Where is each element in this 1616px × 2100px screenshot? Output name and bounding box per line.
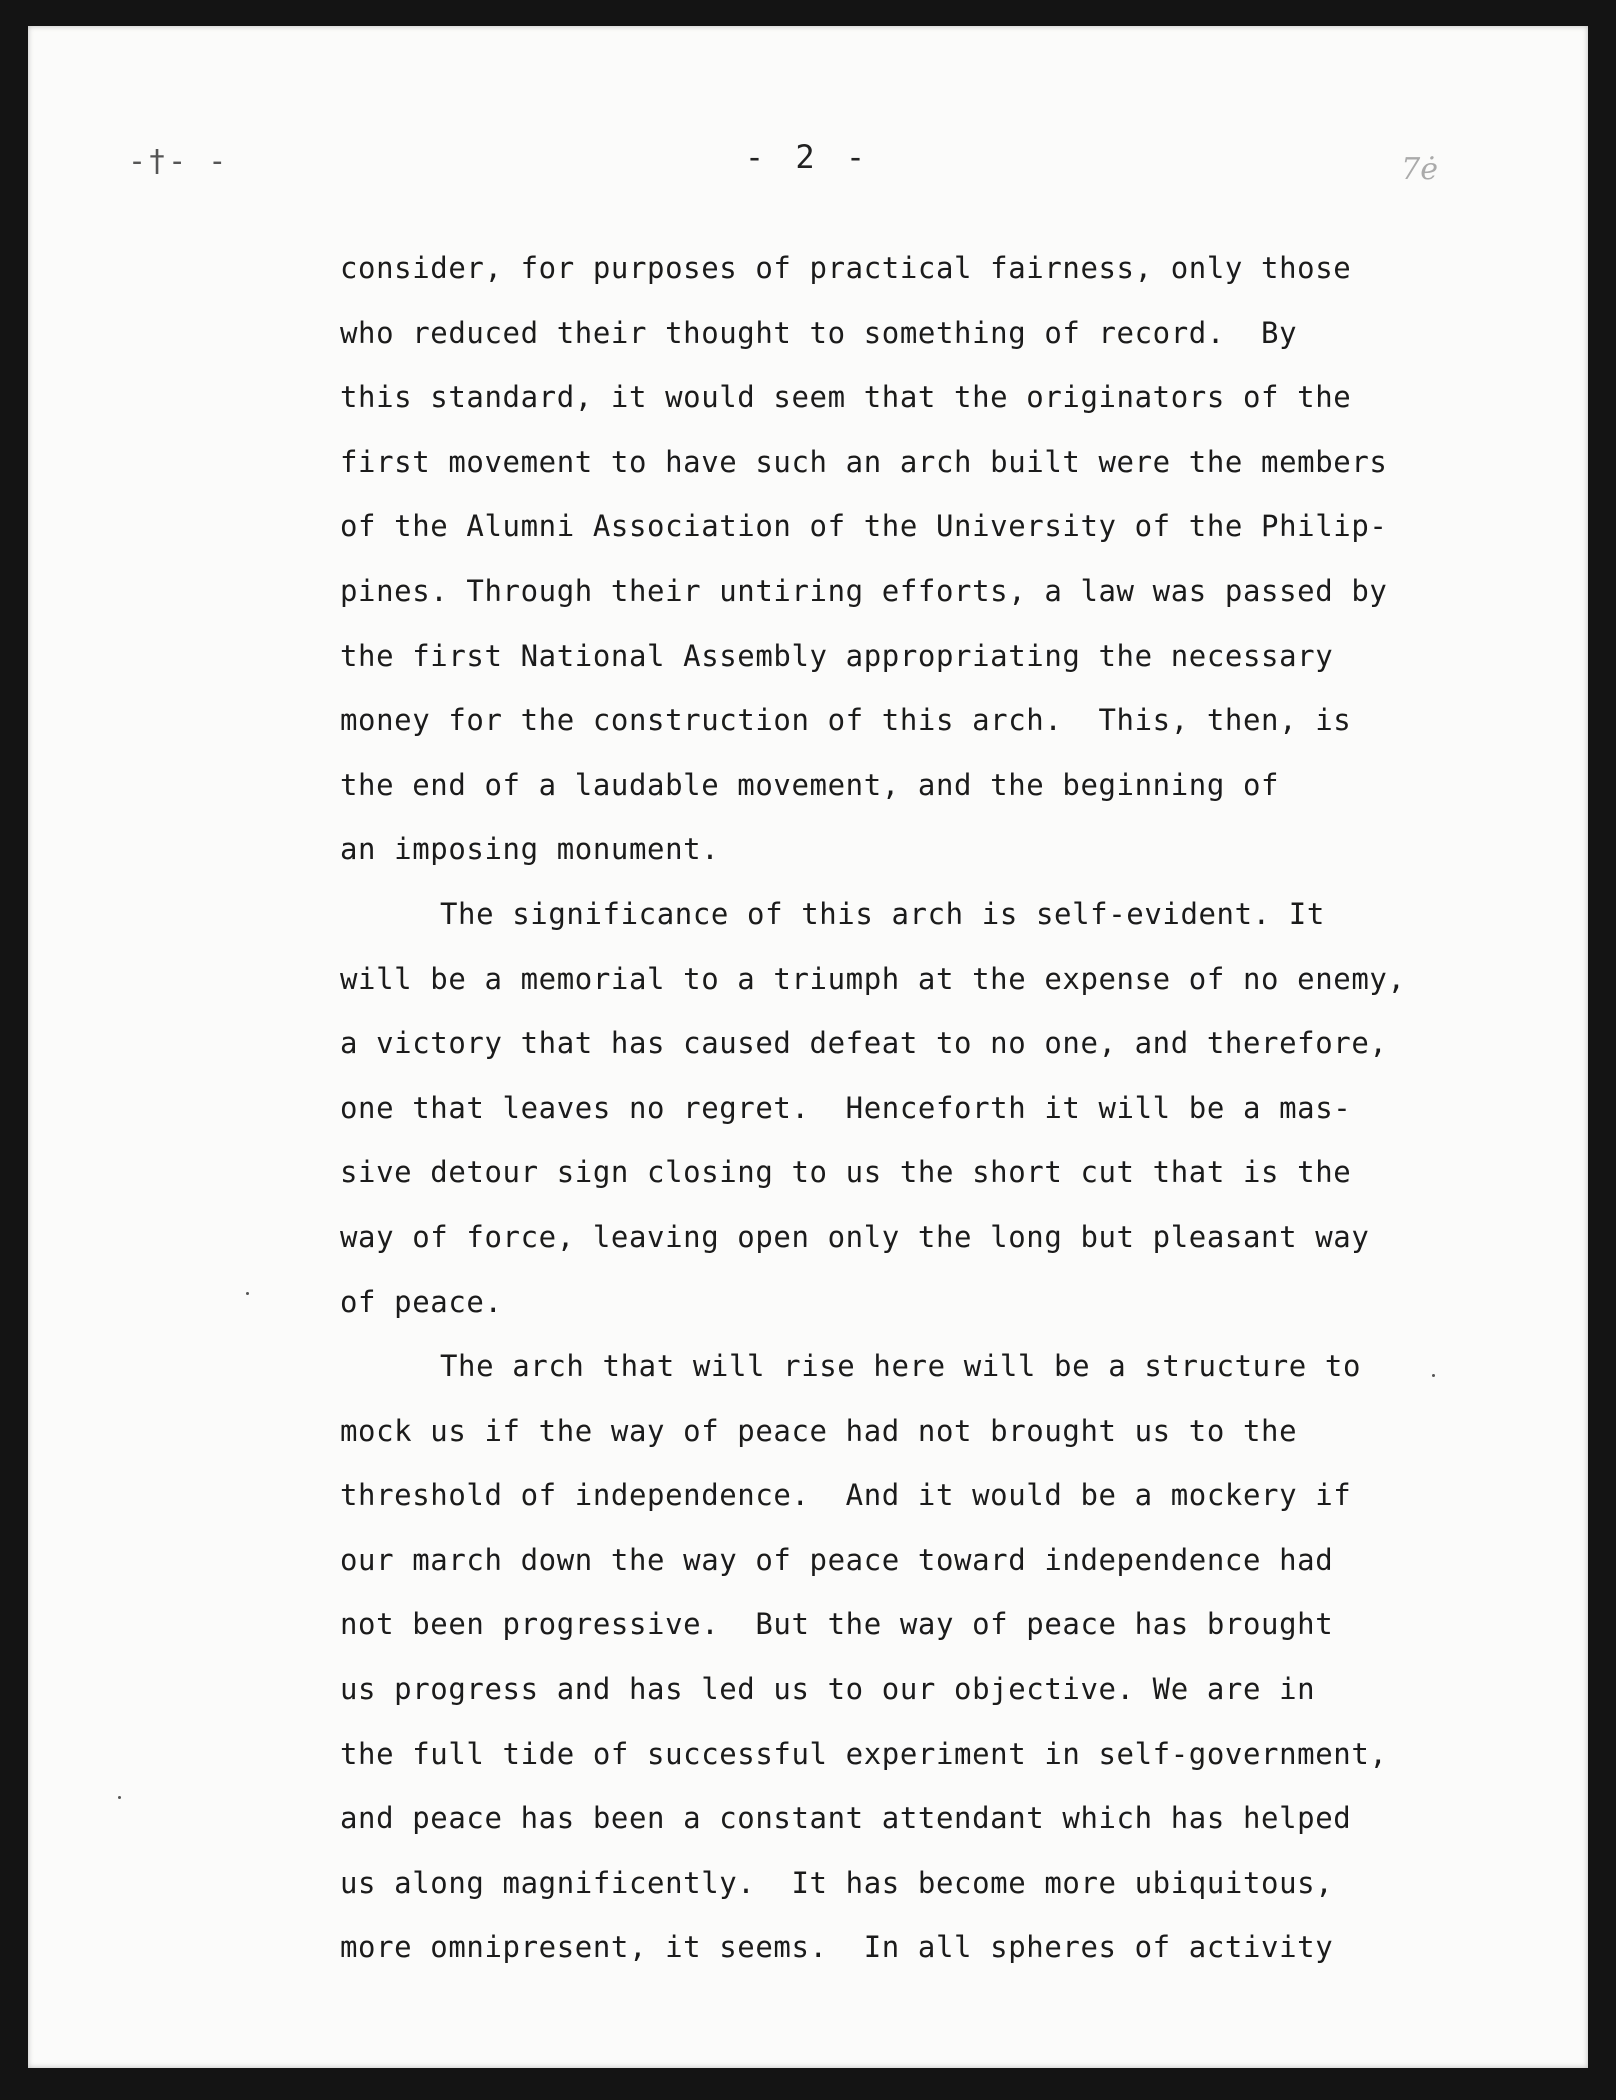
paper-speck	[1432, 1374, 1435, 1377]
text-line: money for the construction of this arch. This, then, is	[340, 703, 1352, 738]
pencil-annotation: 7ė	[1401, 152, 1438, 187]
text-line: threshold of independence. And it would be a mockery if	[340, 1478, 1352, 1513]
text-line: first movement to have such an arch built were the members	[340, 444, 1388, 479]
text-line: mock us if the way of peace had not brought us to the	[340, 1413, 1298, 1448]
text-line: pines. Through their untiring efforts, a law was passed by	[340, 573, 1388, 608]
text-line: not been progressive. But the way of peace has brought	[340, 1607, 1334, 1642]
text-line: the first National Assembly appropriating the necessary	[340, 638, 1334, 673]
text-line: consider, for purposes of practical fairness, only those	[340, 251, 1352, 285]
typed-body-text	[340, 236, 1490, 1980]
text-line: way of force, leaving open only the long but pleasant way	[340, 1219, 1370, 1254]
corner-ink-mark: -†- -	[128, 144, 229, 179]
text-line: of peace.	[340, 1284, 503, 1319]
text-line: more omnipresent, it seems. In all spheres of activity	[340, 1930, 1334, 1965]
text-line: the full tide of successful experiment in self-government,	[340, 1736, 1388, 1771]
text-line: us along magnificently. It has become more ubiquitous,	[340, 1865, 1334, 1900]
text-line: of the Alumni Association of the University of the Philip-	[340, 509, 1388, 544]
text-line: our march down the way of peace toward independence had	[340, 1542, 1334, 1577]
text-line: the end of a laudable movement, and the beginning of	[340, 767, 1280, 802]
text-line: sive detour sign closing to us the short cut that is the	[340, 1155, 1352, 1190]
text-line: us progress and has led us to our objective. We are in	[340, 1672, 1316, 1707]
text-line: one that leaves no regret. Henceforth it will be a mas-	[340, 1090, 1352, 1125]
text-line: and peace has been a constant attendant which has helped	[340, 1801, 1352, 1836]
page-number: - 2 -	[744, 138, 872, 176]
text-line: who reduced their thought to something of record. By	[340, 315, 1298, 350]
text-line: a victory that has caused defeat to no one, and therefore,	[340, 1026, 1388, 1061]
text-line: this standard, it would seem that the originators of the	[340, 380, 1352, 415]
paper-speck	[246, 1292, 249, 1295]
paragraph-first-line: The arch that will rise here will be a structure to	[440, 1349, 1362, 1384]
paper-speck	[118, 1796, 121, 1799]
text-line: will be a memorial to a triumph at the expense of no enemy,	[340, 961, 1406, 996]
document-page	[28, 26, 1588, 2068]
paragraph-first-line: The significance of this arch is self-evident. It	[440, 896, 1325, 931]
text-line: an imposing monument.	[340, 832, 720, 867]
